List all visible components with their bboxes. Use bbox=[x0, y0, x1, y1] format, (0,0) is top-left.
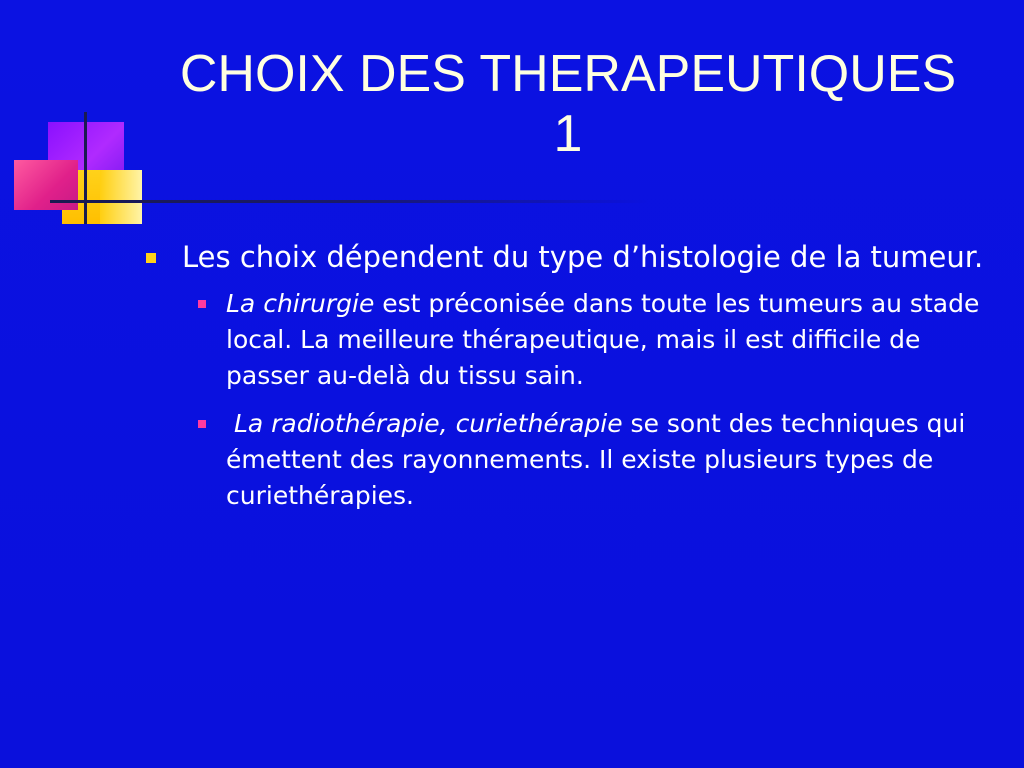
sub-bullet-italic-term: La chirurgie bbox=[226, 289, 375, 318]
horizontal-divider-line bbox=[50, 200, 650, 203]
slide-content bbox=[140, 236, 1000, 514]
square-bullet-icon bbox=[198, 420, 206, 428]
light-yellow-square bbox=[100, 170, 142, 224]
sub-bullet-text: est préconisée dans toute les tumeurs au stade local. La meilleure thérapeutique, mais il est difficile de passer au-delà du tissu sain. bbox=[226, 289, 980, 390]
bullet-text: Les choix dépendent du type d’histologie de la tumeur. bbox=[182, 240, 984, 274]
title-line-1: CHOIX DES THERAPEUTIQUES bbox=[179, 45, 957, 103]
slide-title bbox=[120, 44, 1016, 164]
sub-bullet-item-chirurgie bbox=[192, 286, 996, 394]
title-line-2: 1 bbox=[553, 105, 583, 163]
square-bullet-icon bbox=[146, 253, 156, 263]
vertical-divider-line bbox=[84, 112, 87, 224]
sub-bullet-italic-term: La radiothérapie, curiethérapie bbox=[226, 409, 623, 438]
bullet-item-level1 bbox=[140, 236, 1000, 278]
sub-bullet-item-radiotherapie bbox=[192, 406, 996, 514]
sub-bullet-text: se sont des techniques qui émettent des rayonnements. Il existe plusieurs types de curiethérapies. bbox=[226, 409, 966, 510]
square-bullet-icon bbox=[198, 300, 206, 308]
